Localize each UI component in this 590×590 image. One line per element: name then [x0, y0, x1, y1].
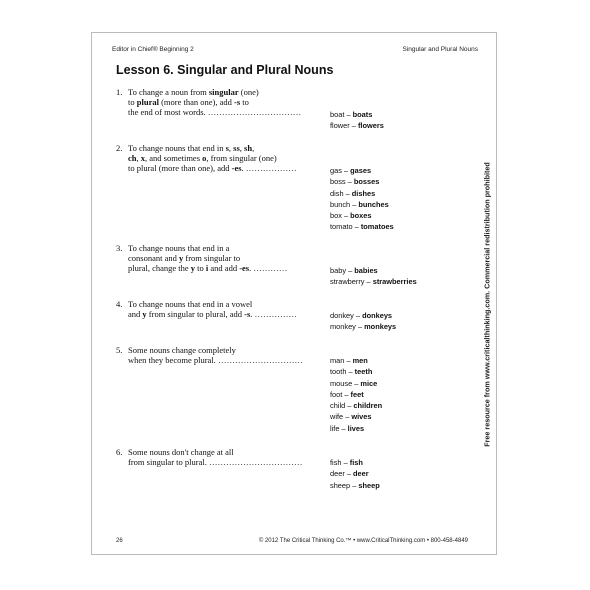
example-row: gas – gases	[330, 166, 372, 175]
example-row: baby – babies	[330, 266, 378, 275]
example-row: bunch – bunches	[330, 199, 389, 209]
example-row: foot – feet	[330, 389, 364, 399]
example-row: wife – wives	[330, 412, 372, 422]
example-row: man – men	[330, 356, 368, 365]
copyright-footer: © 2012 The Critical Thinking Co.™ • www.CriticalThinking.com • 800-458-4849	[258, 538, 468, 544]
page-number: 26	[116, 538, 123, 544]
rule-5-examples	[330, 355, 382, 434]
example-row: boss – bosses	[330, 177, 380, 187]
example-row: mouse – mice	[330, 378, 378, 388]
rule-6-text: 6. Some nouns don't change at all from singular to plural. ……………………………	[116, 447, 303, 468]
worksheet-page	[91, 32, 497, 555]
example-row: monkey – monkeys	[330, 322, 397, 332]
example-row: tomato – tomatoes	[330, 222, 394, 232]
example-row: deer – deer	[330, 469, 369, 479]
rule-1-text: 1. To change a noun from singular (one) to plural (more than one), add -s to the end of most words. ……………………………	[116, 87, 302, 118]
rule-2-text: 2. To change nouns that end in s, ss, sh, ch, x, and sometimes o, from singular (one) to plural (more than one), add -es. ………………	[116, 143, 297, 174]
example-row: strawberry – strawberries	[330, 277, 417, 287]
example-row: fish – fish	[330, 458, 363, 467]
rule-6-examples	[330, 457, 380, 491]
example-row: dish – dishes	[330, 188, 376, 198]
example-row: donkey – donkeys	[330, 311, 393, 320]
rule-5-text: 5. Some nouns change completely when they become plural. …………………………	[116, 345, 303, 366]
header-topic: Singular and Plural Nouns	[402, 46, 478, 53]
rule-3-examples	[330, 265, 417, 288]
side-copyright-note: Free resource from www.criticalthinking.com. Commercial redistribution prohibited	[482, 162, 492, 447]
example-row: boat – boats	[330, 110, 373, 119]
example-row: child – children	[330, 401, 383, 411]
rule-3-text: 3. To change nouns that end in a consonant and y from singular to plural, change the y to i and add -es. …………	[116, 243, 288, 274]
rule-4-text: 4. To change nouns that end in a vowel and y from singular to plural, add -s. ……………	[116, 299, 298, 320]
example-row: sheep – sheep	[330, 480, 380, 490]
rule-4-examples	[330, 310, 396, 333]
example-row: tooth – teeth	[330, 367, 373, 377]
example-row: life – lives	[330, 423, 365, 433]
lesson-title: Lesson 6. Singular and Plural Nouns	[116, 63, 334, 77]
example-row: box – boxes	[330, 211, 372, 221]
rule-1-examples	[330, 109, 384, 132]
example-row: flower – flowers	[330, 121, 384, 131]
header-book-title: Editor in Chief® Beginning 2	[112, 46, 194, 53]
rule-2-examples	[330, 165, 394, 233]
